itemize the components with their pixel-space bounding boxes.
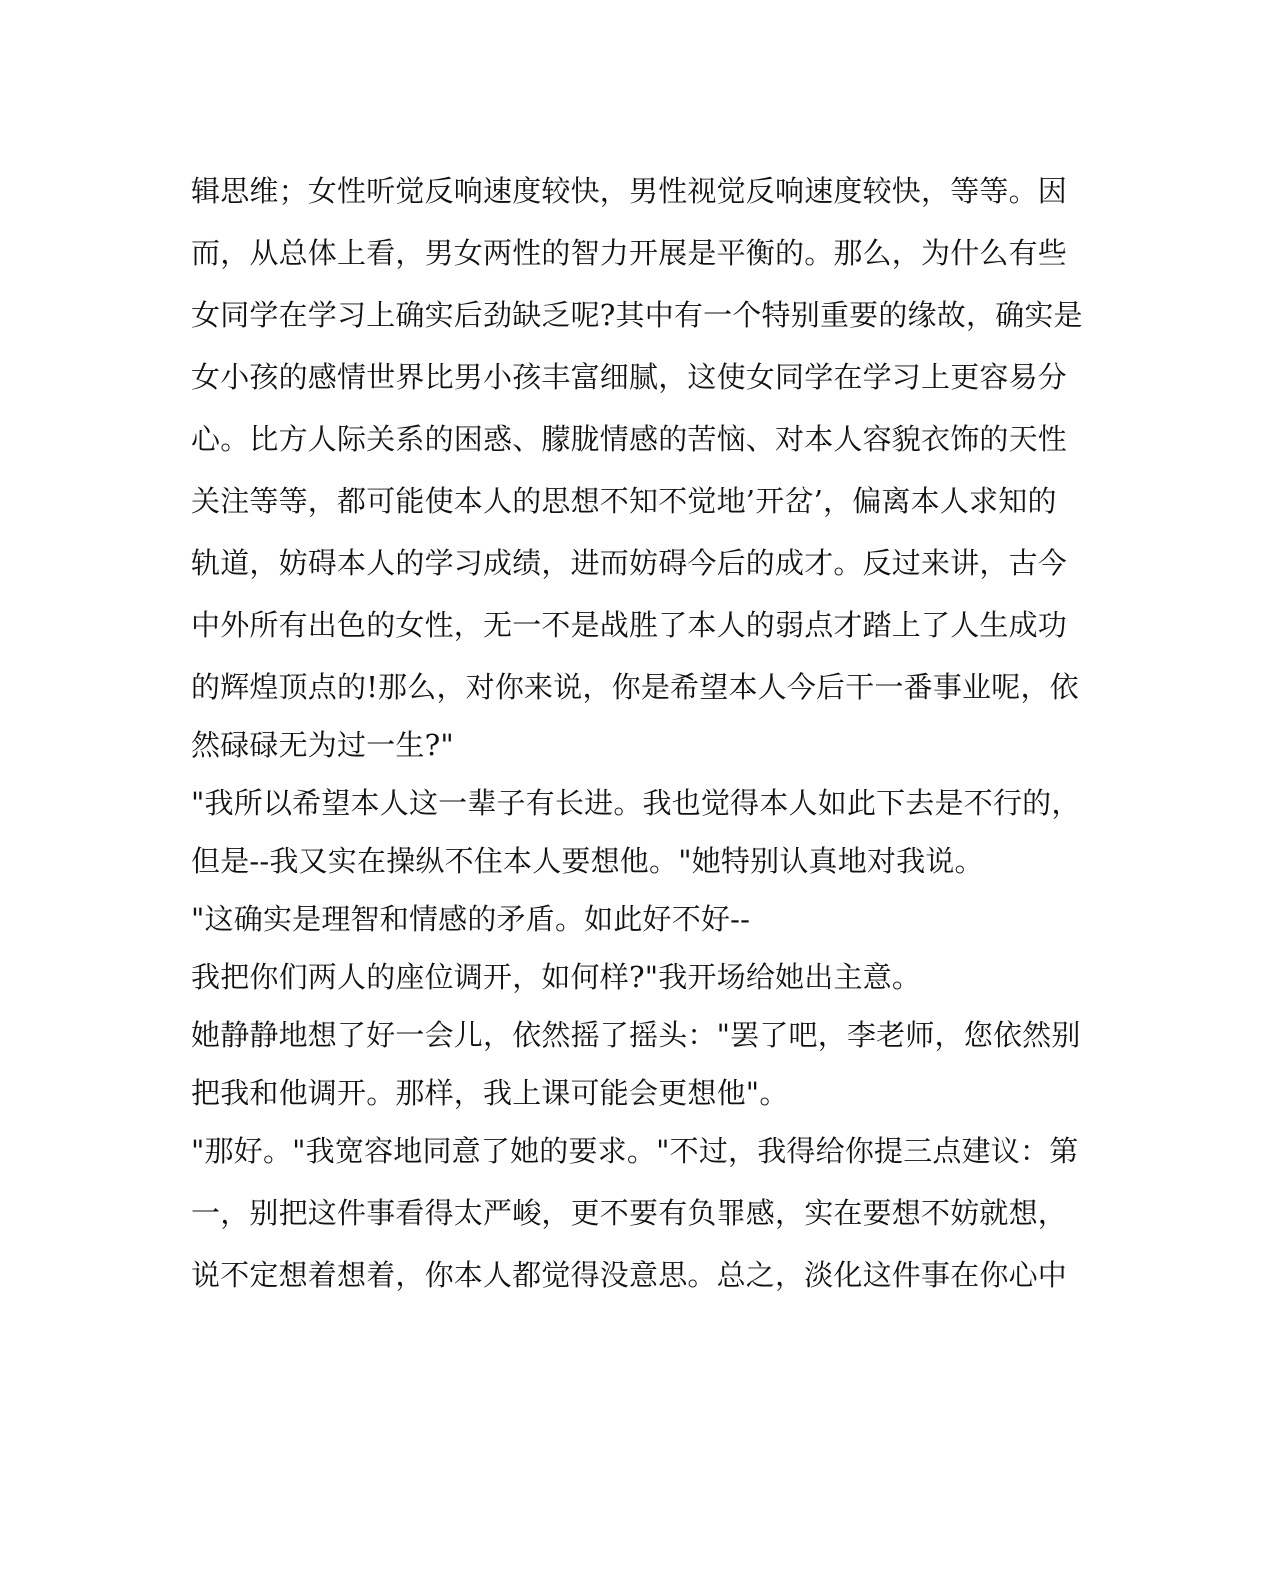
- body-text: [191, 160, 1091, 1306]
- text-line: 女同学在学习上确实后劲缺乏呢?其中有一个特别重要的缘故，确实是: [191, 298, 1083, 332]
- text-line: "我所以希望本人这一辈子有长进。我也觉得本人如此下去是不行的，: [191, 786, 1081, 820]
- text-line: 轨道，妨碍本人的学习成绩，进而妨碍今后的成才。反过来讲，古今: [191, 546, 1068, 580]
- text-line: 然碌碌无为过一生?": [191, 728, 454, 762]
- text-line: 她静静地想了好一会儿，依然摇了摇头："罢了吧，李老师，您依然别: [191, 1018, 1081, 1052]
- text-line: 一，别把这件事看得太严峻，更不要有负罪感，实在要想不妨就想，: [191, 1196, 1068, 1230]
- text-line: 说不定想着想着，你本人都觉得没意思。总之，淡化这件事在你心中: [191, 1258, 1068, 1292]
- text-line: 我把你们两人的座位调开，如何样?"我开场给她出主意。: [191, 960, 922, 994]
- text-line: 心。比方人际关系的困惑、朦胧情感的苦恼、对本人容貌衣饰的天性: [191, 422, 1068, 456]
- text-line: 女小孩的感情世界比男小孩丰富细腻，这使女同学在学习上更容易分: [191, 360, 1068, 394]
- text-line: "那好。"我宽容地同意了她的要求。"不过，我得给你提三点建议：第: [191, 1134, 1079, 1168]
- text-line: "这确实是理智和情感的矛盾。如此好不好--: [191, 902, 751, 936]
- text-line: 中外所有出色的女性，无一不是战胜了本人的弱点才踏上了人生成功: [191, 608, 1068, 642]
- text-line: 而，从总体上看，男女两性的智力开展是平衡的。那么，为什么有些: [191, 236, 1068, 270]
- text-line: 但是--我又实在操纵不住本人要想他。"她特别认真地对我说。: [191, 844, 984, 878]
- text-line: 辑思维；女性听觉反响速度较快，男性视觉反响速度较快，等等。因: [191, 174, 1068, 208]
- text-line: 的辉煌顶点的!那么，对你来说，你是希望本人今后干一番事业呢，依: [191, 670, 1079, 704]
- text-line: 把我和他调开。那样，我上课可能会更想他"。: [191, 1076, 789, 1110]
- text-line: 关注等等，都可能使本人的思想不知不觉地’开岔’，偏离本人求知的: [191, 484, 1057, 518]
